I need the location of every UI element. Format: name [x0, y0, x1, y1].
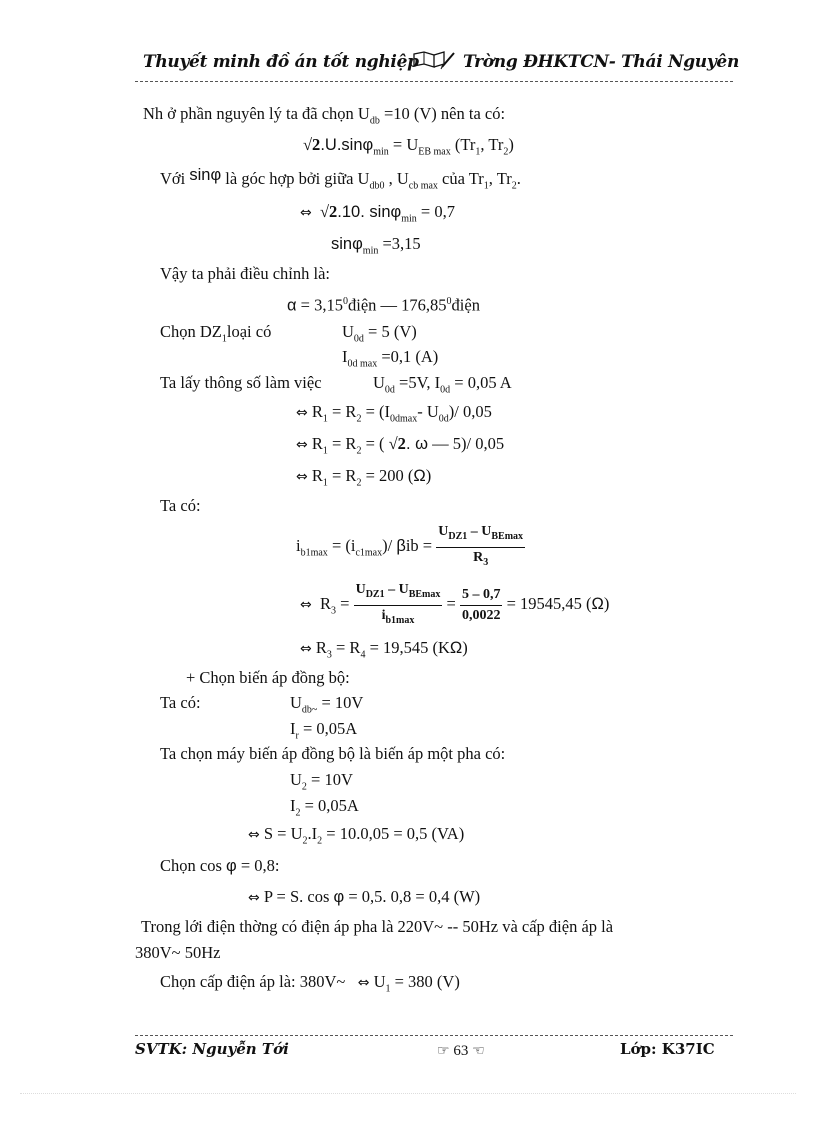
text-line-22: $U_2 = 10V$	[290, 770, 353, 793]
text-line-28: 380V~ 50Hz	[135, 943, 221, 962]
formula-line-15: $i_{b1max} = (i_{c1max})/$ βib = $\frac{U_{DZ1} - U_{BEmax}}{R_3}$	[296, 522, 525, 573]
implies-icon: ⇔	[296, 469, 308, 485]
footer-author: SVTK: Nguyễn Tới	[135, 1040, 289, 1058]
fraction-r3-symbolic: $\frac{U_{DZ1} - U_{BEmax}}{i_{b1max}}$	[355, 582, 441, 626]
header-divider	[135, 81, 733, 82]
pointing-hand-left-icon: ☜	[472, 1043, 485, 1059]
formula-line-26: ⇔ P = S. cos φ = 0,5. 0,8 = 0,4 (W)	[248, 887, 481, 906]
implies-icon: ⇔	[296, 405, 308, 421]
formula-line-7: $\alpha = 3,15^0điện$ — 176,85$^0$điện	[287, 295, 480, 315]
footer-class: Lớp: K37IC	[620, 1040, 715, 1058]
text-line-3: Với sinφ là góc hợp bởi giữa $U_{db0}$ , $U_{cb max}$ của $Tr_1$, $Tr_2$.	[160, 166, 521, 192]
text-line-21: Ta chọn máy biến áp đồng bộ là biến áp một pha có:	[160, 744, 506, 763]
text-line-25: Chọn cos φ = 0,8:	[160, 856, 280, 875]
footer-divider	[135, 1035, 733, 1036]
text-line-6: Vậy ta phải điều chỉnh là:	[160, 264, 330, 283]
text-line-20: $I_r = 0,05A$	[290, 719, 358, 742]
header-left-title: Thuyết minh đồ án tốt nghiệp	[143, 52, 419, 72]
text-line-18: + Chọn biến áp đồng bộ:	[186, 668, 350, 687]
text-line-1: Nh ở phần nguyên lý ta đã chọn $U_{db} =10$ (V) nên ta có:	[143, 104, 506, 127]
formula-line-24: ⇔ $S = U_2.I_2 = 10.0,05 = 0,5$ (VA)	[248, 824, 465, 847]
pointing-hand-right-icon: ☞	[437, 1043, 450, 1059]
text-line-14: Ta có:	[160, 496, 201, 515]
formula-line-4: ⇔ √2.10. sinφ$_{min}$ = 0,7	[300, 202, 455, 225]
implies-icon: ⇔	[357, 975, 370, 991]
implies-icon: ⇔	[248, 890, 260, 906]
fraction-r3-numeric: $\frac{5 - 0,7}{0,0022}$	[461, 586, 501, 623]
text-line-10-values: $U_{0d} =5V$, $I_{0d} = 0,05$ A	[373, 373, 512, 396]
formula-line-2: $√2.U.\sin\varphi_{min} = U_{EB max}$ ($Tr_1$, $Tr_2$)	[303, 135, 514, 158]
formula-line-12: ⇔ $R_1 = R_2$ = ( √2. ω — 5)/ 0,05	[296, 434, 505, 457]
implies-icon: ⇔	[296, 437, 308, 453]
text-line-8-value: $U_{0d} = 5$ (V)	[342, 322, 417, 345]
text-line-23: $I_2 = 0,05A$	[290, 796, 359, 819]
formula-line-16: ⇔ $R_3$ = $\frac{U_{DZ1} - U_{BEmax}}{i_{b1max}}$ = $\frac{5 - 0,7}{0,0022}$ = 19545,45 (Ω)	[300, 580, 609, 631]
text-line-19-label: Ta có:	[160, 693, 201, 712]
text-line-27: Trong lới điện thờng có điện áp pha là 220V~ -- 50Hz và cấp điện áp là	[141, 917, 614, 936]
text-line-10: Ta lấy thông số làm việc	[160, 373, 322, 392]
book-pen-icon	[412, 50, 456, 75]
implies-icon: ⇔	[248, 827, 260, 843]
fraction-ib: $\frac{U_{DZ1} - U_{BEmax}}{R_3}$	[438, 524, 524, 568]
text-line-19-value: $U_{db\sim} = 10V$	[290, 693, 364, 716]
formula-line-5: sinφ$_{min}$ =3,15	[331, 234, 421, 257]
implies-icon: ⇔	[300, 597, 312, 614]
formula-line-13: ⇔ $R_1 = R_2 = 200$ (Ω)	[296, 466, 432, 489]
text-line-29: Chọn cấp điện áp là: 380V~ ⇔ $U_1 = 380$ (V)	[160, 972, 460, 995]
formula-line-17: ⇔ $R_3 = R_4 = 19,545$ (KΩ)	[300, 638, 468, 661]
formula-line-11: ⇔ $R_1 = R_2 = (I_{0dmax}-$ $U_{0d})/$ 0,05	[296, 402, 492, 425]
page-number: ☞ 63 ☜	[437, 1043, 485, 1059]
implies-icon: ⇔	[300, 641, 312, 657]
text-line-9: $I_{0d max} =0,1$ (A)	[342, 347, 439, 370]
implies-icon: ⇔	[300, 205, 312, 221]
text-line-8: Chọn $DZ_1loại$ có	[160, 322, 272, 345]
page-bottom-border	[20, 1093, 796, 1094]
header-right-title: Trờng ĐHKTCN- Thái Nguyên	[463, 52, 740, 72]
